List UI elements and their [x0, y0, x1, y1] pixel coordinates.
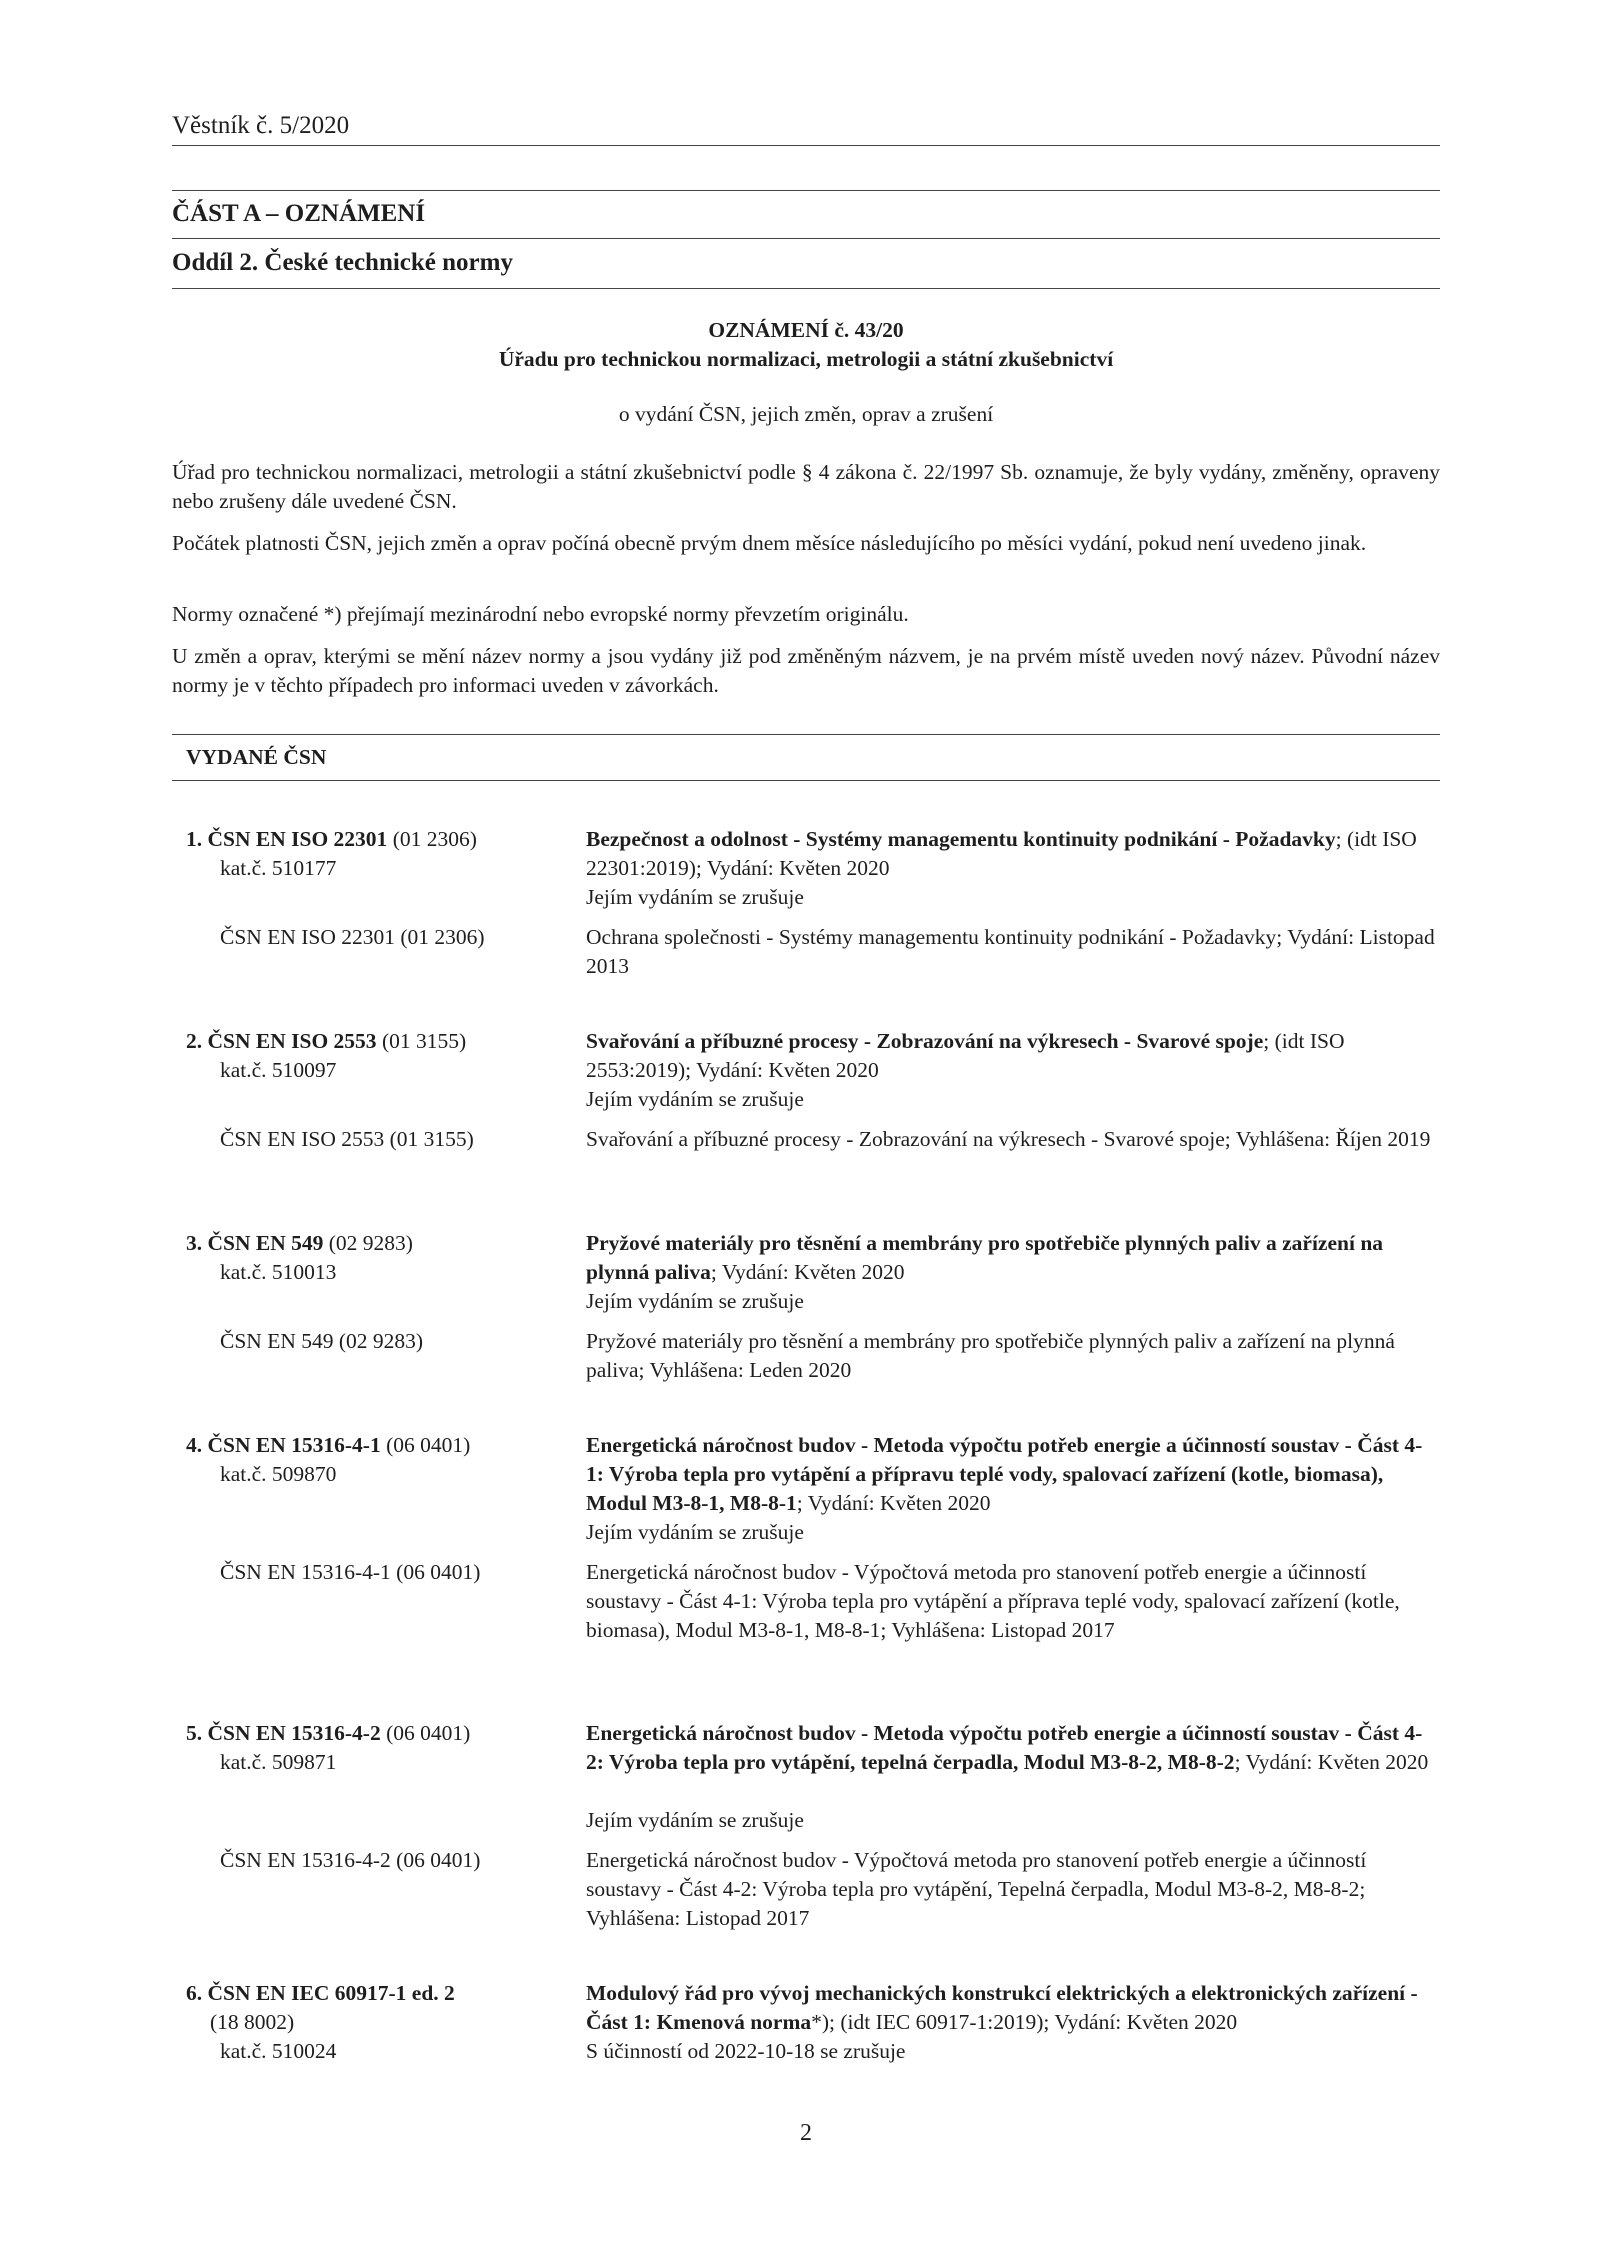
standard-code: ČSN EN ISO 2553: [207, 1029, 377, 1053]
replaced-standard-text: Svařování a příbuzné procesy - Zobrazování na výkresech - Svarové spoje; Vyhlášena: Říjen 2019: [586, 1127, 1431, 1151]
validity-paragraph: Počátek platnosti ČSN, jejich změn a oprav počíná obecně prvým dnem měsíce následujícího po měsíci vydání, pokud není uvedeno jinak.: [172, 531, 1367, 555]
catalog-number: kat.č. 510177: [220, 856, 337, 880]
section-rule-bottom: [172, 288, 1440, 289]
division-heading: Oddíl 2. České technické normy: [172, 249, 513, 276]
entry-number: 3.: [186, 1231, 203, 1255]
title-details: ; Vydání: Květen 2020: [1234, 1750, 1429, 1774]
replaced-standard-text: Ochrana společnosti - Systémy managementu kontinuity podnikání - Požadavky; Vydání: Listopad 2013: [586, 925, 1435, 978]
standard-id: [186, 1431, 566, 1460]
replaced-standard-code: ČSN EN 15316-4-1 (06 0401): [220, 1560, 481, 1584]
cancel-note: Jejím vydáním se zrušuje: [586, 1289, 804, 1313]
title-bold: Svařování a příbuzné procesy - Zobrazování na výkresech - Svarové spoje: [586, 1029, 1264, 1053]
standard-id: [186, 825, 566, 854]
cancel-note: Jejím vydáním se zrušuje: [586, 1087, 804, 1111]
replaced-standard-text: Energetická náročnost budov - Výpočtová metoda pro stanovení potřeb energie a účinností soustavy - Část 4-2: Výroba tepla pro vytápění, Tepelná čerpadla, Modul M3-8-2, M8-8-2; Vyhlášena: Listopad 2017: [586, 1848, 1367, 1930]
standard-title: [586, 1027, 1440, 1085]
standard-code: ČSN EN IEC 60917-1 ed. 2: [207, 1981, 455, 2005]
part-heading: ČÁST A – OZNÁMENÍ: [172, 200, 426, 227]
title-bold: Modulový řád pro vývoj mechanických konstrukcí elektrických a elektronických zařízení - Část 1: Kmenová norma: [586, 1981, 1418, 2034]
replaced-standard-text: Pryžové materiály pro těsnění a membrány pro spotřebiče plynných paliv a zařízení na plynná paliva; Vyhlášena: Leden 2020: [586, 1329, 1395, 1382]
changes-paragraph: U změn a oprav, kterými se mění název normy a jsou vydány již pod změněným názvem, je na prvém místě uveden nový název. Původní název normy je v těchto případech pro informaci uveden v závorkách.: [172, 644, 1440, 697]
entry-number: 2.: [186, 1029, 203, 1053]
catalog-number: kat.č. 510024: [220, 2039, 337, 2063]
title-bold: Energetická náročnost budov - Metoda výpočtu potřeb energie a účinností soustav - Část 4-2: Výroba tepla pro vytápění, tepelná čerpadla, Modul M3-8-2, M8-8-2: [586, 1721, 1423, 1774]
catalog-number: kat.č. 509870: [220, 1462, 337, 1486]
classification: (18 8002): [210, 2010, 295, 2034]
standard-id: [186, 1229, 566, 1258]
page-number: 2: [800, 2120, 812, 2146]
intro-paragraph: Úřad pro technickou normalizaci, metrologii a státní zkušebnictví podle § 4 zákona č. 22/1997 Sb. oznamuje, že byly vydány, změněny, opraveny nebo zrušeny dále uvedené ČSN.: [172, 460, 1440, 513]
replaced-standard-code: ČSN EN ISO 22301 (01 2306): [220, 925, 485, 949]
replaced-standard-code: ČSN EN 15316-4-2 (06 0401): [220, 1848, 481, 1872]
title-details: ; (idt ISO 22301:2019); Vydání: Květen 2020: [586, 827, 1417, 880]
notice-title: OZNÁMENÍ č. 43/20: [708, 318, 904, 342]
cancel-note: S účinností od 2022-10-18 se zrušuje: [586, 2039, 906, 2063]
standard-id: [186, 1719, 566, 1748]
standard-code: ČSN EN 15316-4-2: [207, 1721, 381, 1745]
standard-code: ČSN EN 549: [207, 1231, 324, 1255]
entry-number: 6.: [186, 1981, 203, 2005]
entry-number: 4.: [186, 1433, 203, 1457]
replaced-standard-code: ČSN EN ISO 2553 (01 3155): [220, 1127, 474, 1151]
title-bold: Energetická náročnost budov - Metoda výpočtu potřeb energie a účinností soustav - Část 4-1: Výroba tepla pro vytápění a přípravu teplé vody, spalovací zařízení (kotle, biomasa), Modul M3-8-1, M8-8-1: [586, 1433, 1423, 1515]
classification: (02 9283): [328, 1231, 413, 1255]
classification: (01 2306): [392, 827, 477, 851]
classification: (01 3155): [381, 1029, 467, 1053]
notice-subject: o vydání ČSN, jejich změn, oprav a zrušení: [618, 402, 994, 426]
title-details: *); (idt IEC 60917-1:2019); Vydání: Květen 2020: [811, 2010, 1238, 2034]
issued-rule-bottom: [172, 780, 1440, 781]
standard-title: [586, 1431, 1440, 1518]
section-rule-middle: [172, 238, 1440, 239]
catalog-number: kat.č. 510013: [220, 1260, 337, 1284]
standard-id: [186, 1979, 566, 2008]
header-rule: [172, 145, 1440, 146]
issued-rule-top: [172, 734, 1440, 735]
issued-heading: VYDANÉ ČSN: [186, 745, 327, 769]
title-details: ; Vydání: Květen 2020: [710, 1260, 905, 1284]
entry-number: 1.: [186, 827, 203, 851]
cancel-note: Jejím vydáním se zrušuje: [586, 1520, 804, 1544]
title-details: ; Vydání: Květen 2020: [796, 1491, 991, 1515]
standard-id: [186, 1027, 566, 1056]
catalog-number: kat.č. 510097: [220, 1058, 337, 1082]
cancel-note: Jejím vydáním se zrušuje: [586, 1808, 804, 1832]
section-rule-top: [172, 190, 1440, 191]
journal-title: Věstník č. 5/2020: [172, 112, 350, 139]
title-bold: Bezpečnost a odolnost - Systémy managementu kontinuity podnikání - Požadavky: [586, 827, 1336, 851]
title-bold: Pryžové materiály pro těsnění a membrány pro spotřebiče plynných paliv a zařízení na plynná paliva: [586, 1231, 1384, 1284]
standard-title: [586, 1229, 1440, 1287]
entry-number: 5.: [186, 1721, 203, 1745]
standard-title: [586, 1719, 1440, 1777]
classification: (06 0401): [386, 1433, 471, 1457]
title-details: ; (idt ISO 2553:2019); Vydání: Květen 2020: [586, 1029, 1345, 1082]
cancel-note: Jejím vydáním se zrušuje: [586, 885, 804, 909]
standard-title: [586, 1979, 1440, 2037]
classification: (06 0401): [386, 1721, 471, 1745]
standard-code: ČSN EN ISO 22301: [207, 827, 388, 851]
standard-title: [586, 825, 1440, 883]
adoption-paragraph: Normy označené *) přejímají mezinárodní nebo evropské normy převzetím originálu.: [172, 602, 909, 626]
standard-code: ČSN EN 15316-4-1: [207, 1433, 381, 1457]
replaced-standard-code: ČSN EN 549 (02 9283): [220, 1329, 424, 1353]
catalog-number: kat.č. 509871: [220, 1750, 337, 1774]
notice-issuer: Úřadu pro technickou normalizaci, metrologii a státní zkušebnictví: [498, 347, 1114, 371]
replaced-standard-text: Energetická náročnost budov - Výpočtová metoda pro stanovení potřeb energie a účinností soustavy - Část 4-1: Výroba tepla pro vytápění a příprava teplé vody, spalovací zařízení (kotle, biomasa), Modul M3-8-1, M8-8-1; Vyhlášena: Listopad 2017: [586, 1560, 1400, 1642]
